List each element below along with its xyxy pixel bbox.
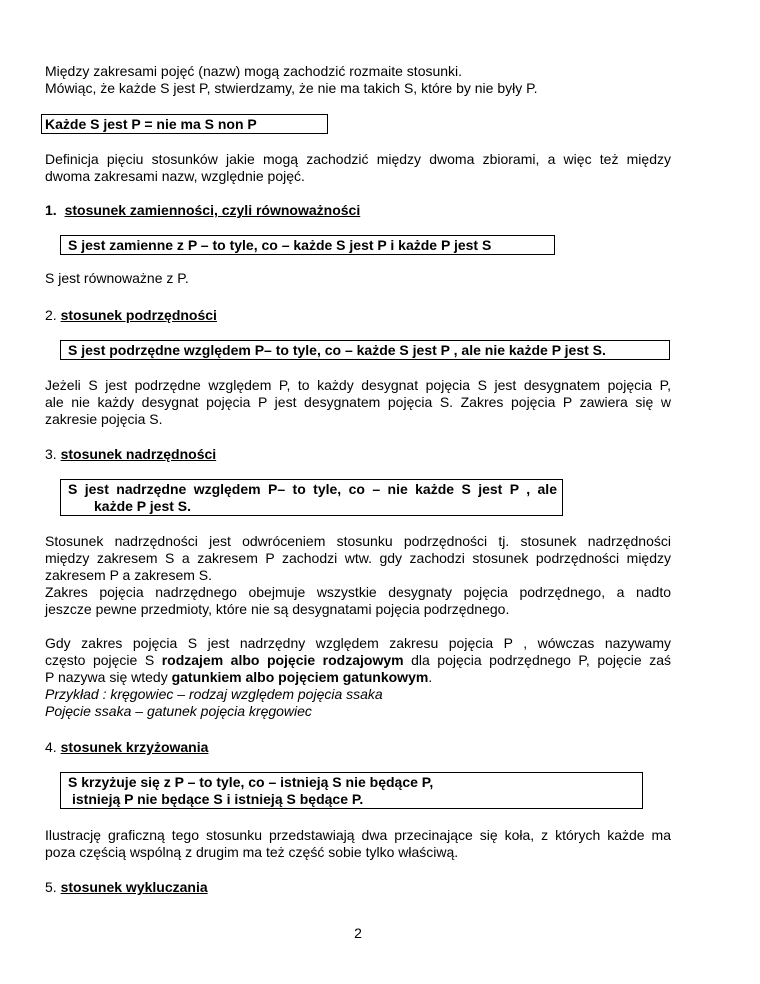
section-4-box <box>60 772 643 809</box>
section-1-number: 1. <box>45 202 57 218</box>
section-5-heading <box>45 879 208 896</box>
section-3-p2-line-1: Zakres pojęcia nadrzędnego obejmuje wszystkie desygnaty pojęcia podrzędnego, a nadto <box>45 584 671 600</box>
definition-box-general: Każde S jest P = nie ma S non P <box>41 114 328 134</box>
section-3-p3-line-2-a: często pojęcie S <box>45 652 162 668</box>
section-3-example-1: Przykład : kręgowiec – rodzaj względem pojęcia ssaka <box>45 686 383 702</box>
section-3-p3-line-3 <box>45 669 432 686</box>
intro-line-2: Mówiąc, że każde S jest P, stwierdzamy, że nie ma takich S, które by nie były P. <box>45 80 538 96</box>
section-4-line-1: Ilustrację graficzną tego stosunku przedstawiają dwa przecinające się koła, z których każde ma <box>45 827 671 843</box>
definition-line-2: dwoma zakresami nazw, względnie pojęć. <box>45 168 305 184</box>
section-5-number: 5. <box>45 879 57 895</box>
section-4-box-line-2: istnieją P nie będące S i istnieją S będące P. <box>72 791 364 807</box>
section-4-box-line-1: S krzyżuje się z P – to tyle, co – istnieją S nie będące P, <box>68 774 434 790</box>
definition-line-1: Definicja pięciu stosunków jakie mogą zachodzić między dwoma zbiorami, a więc też między <box>45 151 671 167</box>
section-4-number: 4. <box>45 739 57 755</box>
section-3-p3-line-1: Gdy zakres pojęcia S jest nadrzędny względem zakresu pojęcia P , wówczas nazywamy <box>45 635 671 651</box>
section-3-number: 3. <box>45 446 57 462</box>
section-3-p1-line-2: między zakresem S a zakresem P zachodzi wtw. gdy zachodzi stosunek podrzędności między <box>45 550 671 566</box>
section-2-line-1: Jeżeli S jest podrzędne względem P, to każdy desygnat pojęcia S jest desygnatem pojęcia P, <box>45 377 671 393</box>
section-3-p1-line-1: Stosunek nadrzędności jest odwróceniem stosunku podrzędności tj. stosunek nadrzędności <box>45 533 671 549</box>
section-2-line-3: zakresie pojęcia S. <box>45 411 163 427</box>
section-3-box <box>60 479 563 516</box>
section-3-p3-line-2-c: dla pojęcia podrzędnego P, pojęcie zaś <box>403 652 671 668</box>
section-3-p3-line-2 <box>45 652 671 669</box>
section-1-heading <box>45 202 360 219</box>
genus-term: rodzajem albo pojęcie rodzajowym <box>161 652 404 668</box>
species-term: gatunkiem albo pojęciem gatunkowym <box>171 669 429 685</box>
section-2-title: stosunek podrzędności <box>60 307 217 323</box>
section-2-box: S jest podrzędne względem P– to tyle, co – każde S jest P , ale nie każde P jest S. <box>60 340 670 360</box>
section-3-box-line-2: każde P jest S. <box>94 498 192 514</box>
section-1-title: stosunek zamienności, czyli równoważności <box>64 202 361 218</box>
section-1-box: S jest zamienne z P – to tyle, co – każde S jest P i każde P jest S <box>60 235 555 255</box>
section-3-title: stosunek nadrzędności <box>60 446 217 462</box>
section-2-number: 2. <box>45 307 57 323</box>
section-3-box-line-1: S jest nadrzędne względem P– to tyle, co – nie każde S jest P , ale <box>68 481 557 497</box>
section-3-p2-line-2: jeszcze pewne przedmioty, które nie są desygnatami pojęcia podrzędnego. <box>45 601 510 617</box>
section-3-p3-line-3-a: P nazywa się wtedy <box>45 669 172 685</box>
section-3-p1-line-3: zakresem P a zakresem S. <box>45 567 213 583</box>
section-3-example-2: Pojęcie ssaka – gatunek pojęcia kręgowiec <box>45 703 312 719</box>
section-2-line-2: ale nie każdy desygnat pojęcia P jest desygnatem pojęcia S. Zakres pojęcia P zawiera się w <box>45 394 671 410</box>
section-3-p3-line-3-c: . <box>428 669 433 685</box>
section-4-line-2: poza częścią wspólną z drugim ma też część sobie tylko właściwą. <box>45 844 459 860</box>
intro-line-1: Między zakresami pojęć (nazw) mogą zachodzić rozmaite stosunki. <box>45 63 463 79</box>
section-4-title: stosunek krzyżowania <box>60 739 209 755</box>
section-5-title: stosunek wykluczania <box>60 879 208 895</box>
section-4-heading <box>45 739 208 756</box>
section-3-heading <box>45 446 216 463</box>
page-number: 2 <box>354 925 362 941</box>
section-1-text: S jest równoważne z P. <box>45 270 189 286</box>
section-2-heading <box>45 307 217 324</box>
